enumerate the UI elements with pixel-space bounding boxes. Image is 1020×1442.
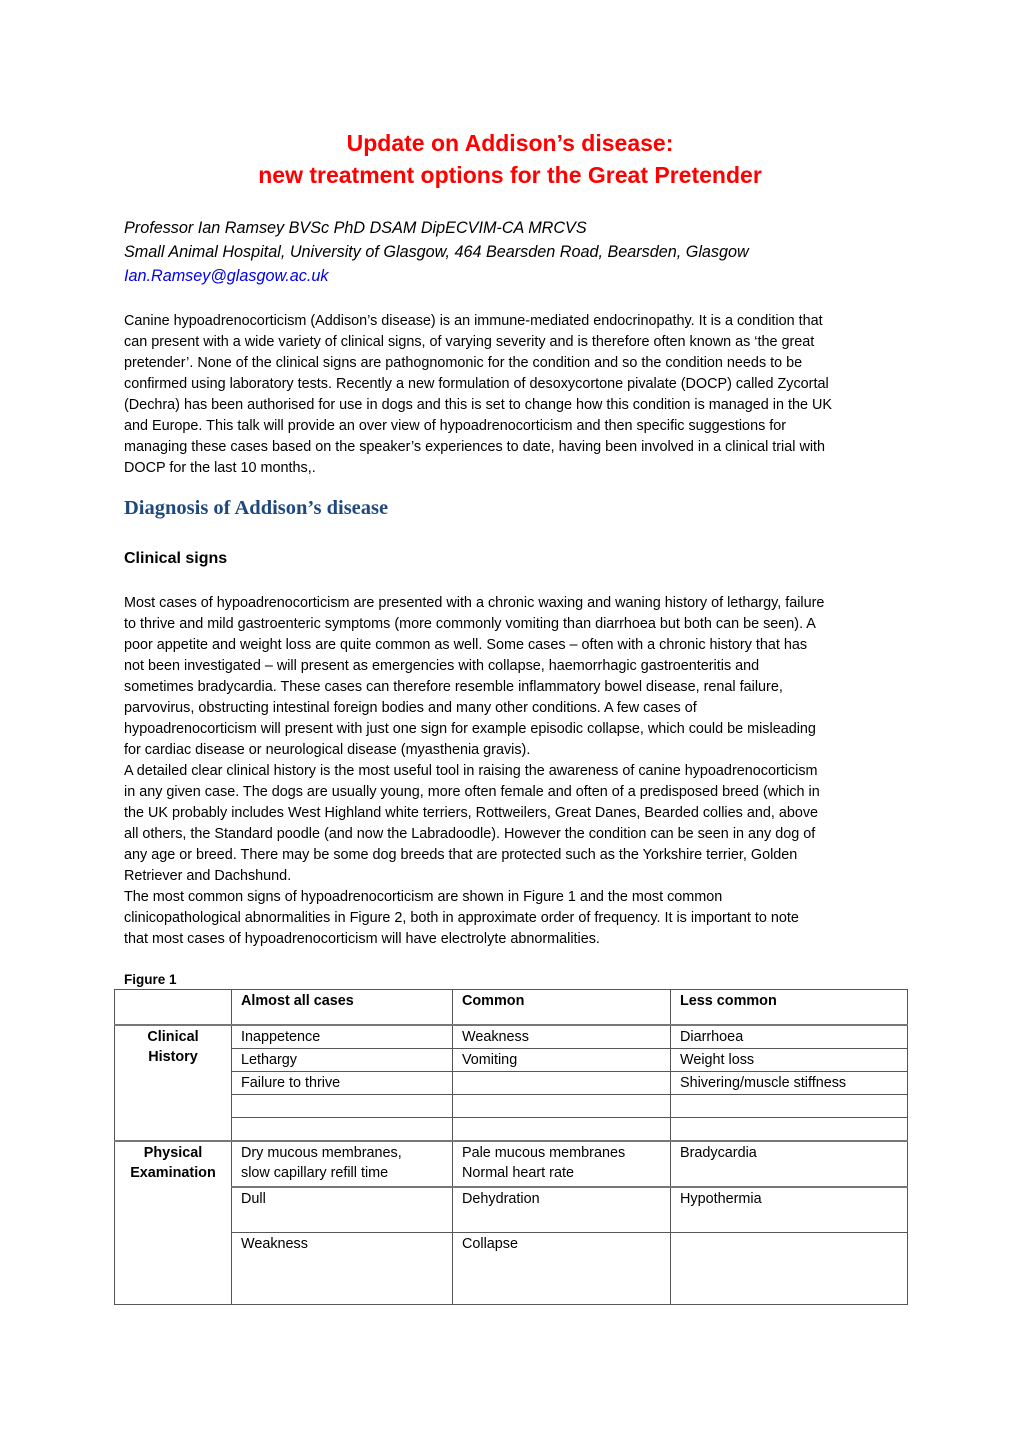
table-cell — [453, 1095, 671, 1118]
text-line: and Europe. This talk will provide an over view of hypoadrenocorticism and then specific suggestions for — [124, 418, 787, 434]
text-line: not been investigated – will present as emergencies with collapse, haemorrhagic gastroenteritis and — [124, 658, 760, 674]
text-line: sometimes bradycardia. These cases can therefore resemble inflammatory bowel disease, renal failure, — [124, 679, 783, 695]
table-cell — [232, 1141, 453, 1187]
table-cell: Collapse — [453, 1233, 671, 1305]
table-row — [115, 1233, 908, 1305]
text-line: that most cases of hypoadrenocorticism will have electrolyte abnormalities. — [124, 931, 600, 947]
text-line: clinicopathological abnormalities in Figure 2, both in approximate order of frequency. It is important to note — [124, 910, 799, 926]
table-row — [115, 1095, 908, 1118]
table-row — [115, 1187, 908, 1233]
cell-line: Pale mucous membranes — [462, 1145, 626, 1161]
header-cell-common: Common — [453, 990, 671, 1026]
table-cell — [453, 1118, 671, 1142]
title-line-1: Update on Addison’s disease: — [346, 130, 674, 156]
figure-1-table — [114, 989, 908, 1305]
table-cell: Diarrhoea — [671, 1025, 908, 1049]
header-cell-almost-all: Almost all cases — [232, 990, 453, 1026]
intro-paragraph — [124, 311, 899, 479]
table-cell — [671, 1095, 908, 1118]
text-line: can present with a wide variety of clinical signs, of varying severity and is therefore often known as ‘the great — [124, 334, 815, 350]
text-line: all others, the Standard poodle (and now the Labradoodle). However the condition can be seen in any dog of — [124, 826, 816, 842]
table-row — [115, 1049, 908, 1072]
table-cell: Weight loss — [671, 1049, 908, 1072]
row-group-label: History — [148, 1049, 198, 1065]
table-cell — [232, 1118, 453, 1142]
header-cell-empty — [115, 990, 232, 1026]
cell-line: Dry mucous membranes, — [241, 1145, 402, 1161]
table-cell — [671, 1233, 908, 1305]
row-group-label: Clinical — [147, 1029, 199, 1045]
table-cell: Shivering/muscle stiffness — [671, 1072, 908, 1095]
table-row — [115, 1072, 908, 1095]
table-cell: Weakness — [453, 1025, 671, 1049]
table-cell: Weakness — [232, 1233, 453, 1305]
document-title — [0, 127, 1020, 191]
clinical-signs-paragraph — [124, 593, 899, 950]
author-email-link[interactable]: Ian.Ramsey@glasgow.ac.uk — [124, 267, 329, 285]
row-group-label: Physical — [143, 1145, 203, 1161]
table-cell — [453, 1141, 671, 1187]
text-line: The most common signs of hypoadrenocorticism are shown in Figure 1 and the most common — [124, 889, 723, 905]
header-cell-less-common: Less common — [671, 990, 908, 1026]
title-line-2: new treatment options for the Great Pretender — [258, 162, 762, 188]
table-row — [115, 1118, 908, 1142]
row-group-label: Examination — [130, 1165, 216, 1181]
author-affiliation: Small Animal Hospital, University of Glasgow, 464 Bearsden Road, Bearsden, Glasgow — [124, 243, 749, 261]
text-line: any age or breed. There may be some dog breeds that are protected such as the Yorkshire terrier, Golden — [124, 847, 798, 863]
text-line: Most cases of hypoadrenocorticism are presented with a chronic waxing and waning history of lethargy, failure — [124, 595, 825, 611]
text-line: pretender’. None of the clinical signs are pathognomonic for the condition and so the condition needs to be — [124, 355, 803, 371]
text-line: Canine hypoadrenocorticism (Addison’s disease) is an immune-mediated endocrinopathy. It is a condition that — [124, 313, 823, 329]
text-line: poor appetite and weight loss are quite common as well. Some cases – often with a chronic history that has — [124, 637, 808, 653]
table-cell: Bradycardia — [671, 1141, 908, 1187]
cell-line: slow capillary refill time — [241, 1165, 389, 1181]
text-line: confirmed using laboratory tests. Recently a new formulation of desoxycortone pivalate (DOCP) called Zycortal — [124, 376, 829, 392]
table-cell: Lethargy — [232, 1049, 453, 1072]
text-line: the UK probably includes West Highland white terriers, Rottweilers, Great Danes, Bearded collies and, above — [124, 805, 819, 821]
text-line: in any given case. The dogs are usually young, more often female and often of a predisposed breed (which in — [124, 784, 820, 800]
table-cell: Failure to thrive — [232, 1072, 453, 1095]
figure-label: Figure 1 — [124, 972, 177, 987]
cell-line: Normal heart rate — [462, 1165, 574, 1181]
table-cell: Dull — [232, 1187, 453, 1233]
text-line: (Dechra) has been authorised for use in dogs and this is set to change how this condition is managed in the UK — [124, 397, 832, 413]
row-group-physical-examination — [115, 1141, 232, 1305]
author-block — [124, 216, 749, 288]
text-line: parvovirus, obstructing intestinal foreign bodies and many other conditions. A few cases of — [124, 700, 697, 716]
table-cell — [453, 1072, 671, 1095]
text-line: managing these cases based on the speaker’s experiences to date, having been involved in a clinical trial with — [124, 439, 826, 455]
section-heading: Diagnosis of Addison’s disease — [124, 497, 389, 519]
table-cell: Vomiting — [453, 1049, 671, 1072]
table-row — [115, 1141, 908, 1187]
text-line: to thrive and mild gastroenteric symptoms (more commonly vomiting than diarrhoea but both can be seen). A — [124, 616, 816, 632]
table-cell: Dehydration — [453, 1187, 671, 1233]
text-line: hypoadrenocorticism will present with just one sign for example episodic collapse, which could be misleading — [124, 721, 816, 737]
table-cell: Hypothermia — [671, 1187, 908, 1233]
table-row — [115, 1025, 908, 1049]
subsection-heading: Clinical signs — [124, 550, 228, 567]
text-line: Retriever and Dachshund. — [124, 868, 292, 884]
table-cell — [232, 1095, 453, 1118]
table-cell — [671, 1118, 908, 1142]
text-line: for cardiac disease or neurological disease (myasthenia gravis). — [124, 742, 531, 758]
row-group-clinical-history — [115, 1025, 232, 1141]
author-name: Professor Ian Ramsey BVSc PhD DSAM DipECVIM-CA MRCVS — [124, 219, 587, 237]
text-line: DOCP for the last 10 months,. — [124, 460, 316, 476]
table-cell: Inappetence — [232, 1025, 453, 1049]
table-header-row — [115, 990, 908, 1026]
text-line: A detailed clear clinical history is the most useful tool in raising the awareness of canine hypoadrenocorticism — [124, 763, 818, 779]
